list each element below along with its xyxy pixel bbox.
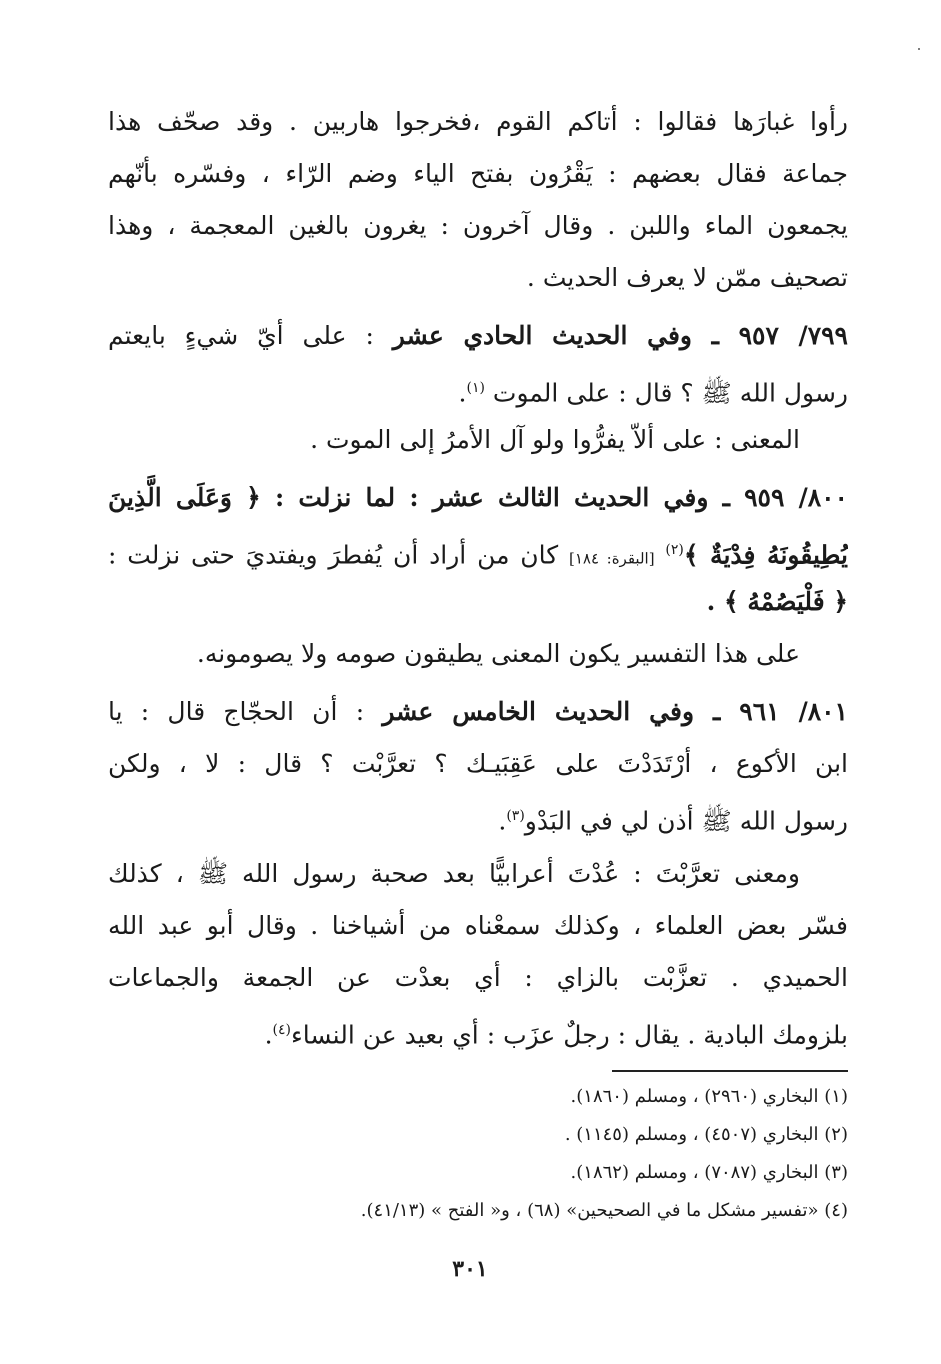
hadith-800-line-3 bbox=[108, 576, 848, 628]
text-span: رسول الله ﷺ ؟ قال : على الموت bbox=[492, 378, 848, 408]
text-line: ومعنى تعرَّبْتَ : عُدْتَ أعرابيًّا بعد صحبة رسول الله ﷺ ، كذلك bbox=[108, 859, 800, 888]
text-span: كان من أراد أن يُفطرَ ويفتديَ حتى نزلت : bbox=[108, 540, 569, 570]
text-span: . bbox=[498, 806, 507, 836]
hadith-799-line-1 bbox=[108, 310, 848, 362]
hadith-800-line-2 bbox=[108, 524, 848, 576]
hadith-heading: ٨٠٠/ ٩٥٩ ـ وفي الحديث الثالث عشر bbox=[432, 483, 848, 512]
footnote-divider bbox=[612, 1070, 848, 1072]
text-line: جماعة فقال بعضهم : يَقْرُون بفتح الياء وضم الرّاء ، وفسّره بأنّهم bbox=[108, 159, 848, 188]
hadith-801-line-3 bbox=[108, 790, 848, 842]
footnote-4: (٤) «تفسير مشكل ما في الصحيحين» (٦٨) ، و« الفتح » (٤١/١٣). bbox=[360, 1200, 848, 1221]
page-number: ٣٠١ bbox=[452, 1256, 488, 1282]
footnotes bbox=[280, 1078, 848, 1230]
text-span: : أن الحجّاج قال : يا bbox=[108, 697, 383, 726]
footnote-marker: (٣) bbox=[506, 808, 525, 824]
text-span: رسول الله ﷺ أذن لي في البَدْو bbox=[524, 806, 848, 836]
text-span: . bbox=[458, 378, 467, 408]
footnote-marker: (٢) bbox=[665, 542, 684, 558]
quran-quote: : لما نزلت : ﴿ وَعَلَى الَّذِينَ bbox=[108, 483, 433, 512]
text-line: فسّر بعض العلماء ، وكذلك سمعْناه من أشياخنا . وقال أبو عبد الله bbox=[108, 911, 848, 940]
hadith-heading: ٨٠١/ ٩٦١ ـ وفي الحديث الخامس عشر bbox=[382, 697, 848, 726]
hadith-799-line-2 bbox=[108, 362, 848, 414]
text-line: المعنى : على ألاّ يفرُّوا ولو آل الأمرُ إلى الموت . bbox=[310, 425, 800, 454]
footnote-3: (٣) البخاري (٧٠٨٧) ، ومسلم (١٨٦٢). bbox=[570, 1162, 848, 1183]
footnote-marker: (٤) bbox=[272, 1022, 291, 1038]
quran-quote: ﴿ فَلْيَصُمْهُ ﴾ . bbox=[706, 587, 848, 616]
quran-reference: [البقرة: ١٨٤] bbox=[568, 549, 655, 568]
text-span: . bbox=[264, 1020, 273, 1050]
footnote-2: (٢) البخاري (٤٥٠٧) ، ومسلم (١١٤٥) . bbox=[564, 1124, 848, 1145]
text-line: يجمعون الماء واللبن . وقال آخرون : يغرون بالغين المعجمة ، وهذا bbox=[108, 211, 848, 240]
hadith-800-line-1 bbox=[108, 472, 848, 524]
text-span: بلزومك البادية . يقال : رجلٌ عزَب : أي بعيد عن النساء bbox=[290, 1020, 848, 1050]
hadith-801-line-1 bbox=[108, 686, 848, 738]
hadith-heading: ٧٩٩/ ٩٥٧ ـ وفي الحديث الحادي عشر bbox=[392, 321, 848, 350]
text-line: رأوا غبارَها فقالوا : أتاكم القوم ،فخرجوا هاربين . وقد صحّف هذا bbox=[108, 107, 848, 136]
margin-dot bbox=[918, 48, 920, 50]
footnote-1: (١) البخاري (٢٩٦٠) ، ومسلم (١٨٦٠). bbox=[570, 1086, 848, 1107]
text-line: على هذا التفسير يكون المعنى يطيقون صومه ولا يصومونه. bbox=[196, 639, 800, 668]
text-span: : على أيّ شيءٍ بايعتم bbox=[108, 321, 393, 350]
footnote-marker: (١) bbox=[466, 380, 485, 396]
text-line: تصحيف ممّن لا يعرف الحديث . bbox=[526, 263, 848, 292]
hadith-801-line-2: ابن الأكوع ، أرْتَدَدْتَ على عَقِبَيـك ؟ تعرَّبْت ؟ قال : لا ، ولكن bbox=[108, 749, 848, 778]
text-line: الحميدي . تعزَّبْت بالزاي : أي بعدْت عن الجمعة والجماعات bbox=[108, 963, 848, 992]
main-text bbox=[108, 96, 848, 1056]
quran-quote: يُطِيقُونَهُ فِدْيَةٌ ﴾ bbox=[683, 540, 848, 570]
text-line bbox=[108, 1004, 848, 1056]
